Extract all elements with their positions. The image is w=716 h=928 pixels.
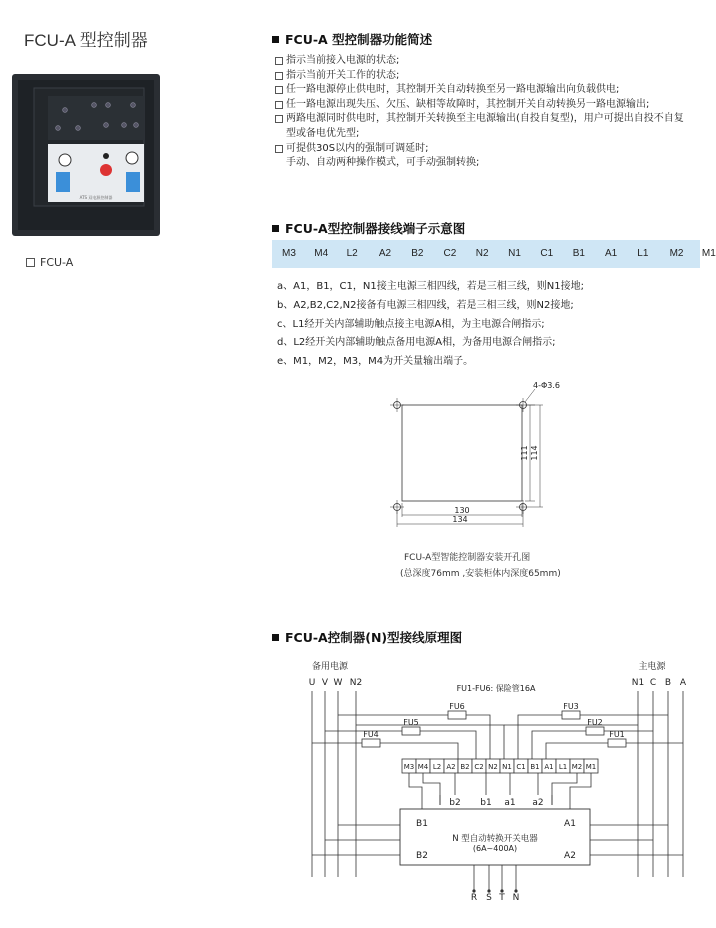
fuse-symbol <box>586 727 604 735</box>
wiring-heading <box>272 628 462 646</box>
terminal-note: e、M1，M2，M3，M4为开关量输出端子。 <box>277 356 474 368</box>
output-label: T <box>499 893 505 903</box>
wiring-terminal-label: C1 <box>516 763 526 771</box>
wiring-heading-text: FCU-A控制器(N)型接线原理图 <box>285 630 463 645</box>
terminal-label: N1 <box>508 248 521 259</box>
checkbox-icon <box>275 115 283 123</box>
switch-a1-label: A1 <box>564 819 576 829</box>
backup-phase-label: U <box>308 678 316 688</box>
hole-label: 4-Φ3.6 <box>533 381 560 390</box>
fuse-symbol <box>448 711 466 719</box>
controller-panel-text: ATS 双电源控制器 <box>79 195 113 200</box>
terminal-label: C2 <box>443 248 457 259</box>
terminal-heading-text: FCU-A型控制器接线端子示意图 <box>285 221 466 236</box>
product-caption <box>26 256 73 269</box>
checkbox-icon <box>275 86 283 94</box>
dim-height-inner: 111 <box>520 445 529 461</box>
wiring-terminal-label: A1 <box>544 763 554 771</box>
wiring-terminal-label: C2 <box>474 763 484 771</box>
aux-contact-label: b1 <box>480 798 492 808</box>
aux-contact-label: a1 <box>504 798 516 808</box>
terminal-label: B1 <box>572 248 585 259</box>
backup-phase-label: V <box>321 678 329 688</box>
feature-item <box>272 83 700 98</box>
terminal-label: M4 <box>314 248 329 259</box>
terminal-strip <box>272 240 716 268</box>
feature-text: 指示当前开关工作的状态; <box>286 69 400 81</box>
main-source-title: 主电源 <box>638 662 666 672</box>
feature-item <box>272 54 700 69</box>
fuse-label: FU2 <box>587 718 603 727</box>
checkbox-icon <box>275 57 283 65</box>
fuse-label: FU5 <box>403 718 419 727</box>
main-phase-label: B <box>664 678 672 688</box>
wiring-terminal-label: L2 <box>432 763 442 771</box>
fuse-label: FU1 <box>609 730 625 739</box>
dim-height-outer: 114 <box>530 445 539 461</box>
terminal-label: A2 <box>378 248 392 259</box>
terminal-note: d、L2经开关内部辅助触点备用电源A相，为备用电源合闸指示; <box>277 337 556 349</box>
terminal-label: M3 <box>282 248 296 259</box>
wiring-terminal-label: A2 <box>446 763 456 771</box>
main-phase-label: C <box>649 678 657 688</box>
product-caption-text: FCU-A <box>40 256 74 269</box>
mounting-caption-1: FCU-A型智能控制器安装开孔图 <box>404 553 531 563</box>
switch-a2-label: A2 <box>564 851 576 861</box>
wiring-terminal-label: B1 <box>530 763 540 771</box>
feature-text: 可提供30S以内的强制可调延时; <box>286 142 429 154</box>
feature-item <box>272 98 700 113</box>
backup-phase-label: N2 <box>349 678 363 688</box>
feature-text: 任一路电源停止供电时，其控制开关自动转换至另一路电源输出向负载供电; <box>286 84 620 96</box>
aux-contact-label: b2 <box>449 798 461 808</box>
wiring-terminal-label: N1 <box>502 763 512 771</box>
terminal-label: M2 <box>669 248 684 259</box>
wiring-terminal-label: M3 <box>403 763 415 771</box>
wiring-terminal-label: M4 <box>417 763 429 771</box>
fuse-symbol <box>362 739 380 747</box>
output-label: S <box>486 893 492 903</box>
checkbox-icon <box>275 101 283 109</box>
mounting-drawing <box>385 375 560 535</box>
backup-source-title: 备用电源 <box>311 662 349 672</box>
fuse-label: FU4 <box>363 730 379 739</box>
wiring-terminal-label: B2 <box>460 763 470 771</box>
cutout-rect <box>402 405 522 501</box>
dim-width-outer: 134 <box>452 515 468 524</box>
fuse-symbol <box>562 711 580 719</box>
terminal-label: L1 <box>637 248 649 259</box>
fuse-label: FU6 <box>449 702 465 711</box>
output-label: R <box>470 893 478 903</box>
switch-range: (6A~400A) <box>472 844 518 853</box>
main-phase-label: A <box>679 678 687 688</box>
terminal-label: M1 <box>701 248 716 259</box>
feature-text: 任一路电源出现失压、欠压、缺相等故障时，其控制开关自动转换另一路电源输出; <box>286 98 650 110</box>
terminal-note: c、L1经开关内部辅助触点接主电源A相，为主电源合闸指示; <box>277 318 545 330</box>
product-title: FCU-A 型控制器 <box>24 31 148 50</box>
terminal-label: C1 <box>540 248 554 259</box>
terminal-notes <box>277 278 584 372</box>
terminal-heading <box>272 219 465 237</box>
switch-name: N 型自动转换开关电器 <box>452 834 538 844</box>
feature-item <box>272 142 700 157</box>
mounting-caption-2: (总深度76mm ,安装柜体内深度65mm) <box>400 569 561 579</box>
fuse-symbol <box>402 727 420 735</box>
fuse-symbol <box>608 739 626 747</box>
feature-text: 指示当前接入电源的状态; <box>286 55 400 66</box>
terminal-label: L2 <box>346 248 358 259</box>
fuse-note: FU1-FU6: 保险管16A <box>456 684 536 693</box>
feature-text: 两路电源同时供电时，其控制开关转换至主电源输出(自投自复型)，用户可提出自投不自复 <box>286 113 684 125</box>
switch-b1-label: B1 <box>416 819 428 829</box>
controller-photo <box>8 70 164 240</box>
output-label: N <box>512 893 520 903</box>
feature-item <box>272 112 700 127</box>
wiring-terminal-label: N2 <box>488 763 498 771</box>
terminal-note: b、A2,B2,C2,N2接备有电源三相四线，若是三相三线，则N2接地; <box>277 299 574 311</box>
features-list <box>272 54 700 171</box>
wiring-terminal-label: L1 <box>558 763 568 771</box>
switch-b2-label: B2 <box>416 851 428 861</box>
terminal-note: a、A1，B1，C1，N1接主电源三相四线，若是三相三线，则N1接地; <box>277 281 584 292</box>
feature-continuation: 型或备电优先型; <box>286 127 360 139</box>
wiring-diagram <box>290 655 700 905</box>
wiring-terminal-label: M1 <box>585 763 597 771</box>
fuse-label: FU3 <box>563 702 579 711</box>
checkbox-icon <box>275 72 283 80</box>
feature-item <box>272 69 700 84</box>
main-phase-label: N1 <box>631 678 645 688</box>
feature-continuation: 手动、自动两种操作模式，可手动强制转换; <box>286 157 480 169</box>
checkbox-icon <box>275 145 283 153</box>
aux-contact-label: a2 <box>532 798 544 808</box>
terminal-label: N2 <box>475 248 489 259</box>
features-heading-text: FCU-A 型控制器功能简述 <box>285 32 433 47</box>
backup-phase-label: W <box>333 678 343 688</box>
terminal-label: A1 <box>605 248 618 259</box>
features-heading <box>272 30 432 48</box>
terminal-label: B2 <box>411 248 424 259</box>
dim-width-inner: 130 <box>454 506 470 515</box>
wiring-terminal-label: M2 <box>571 763 583 771</box>
